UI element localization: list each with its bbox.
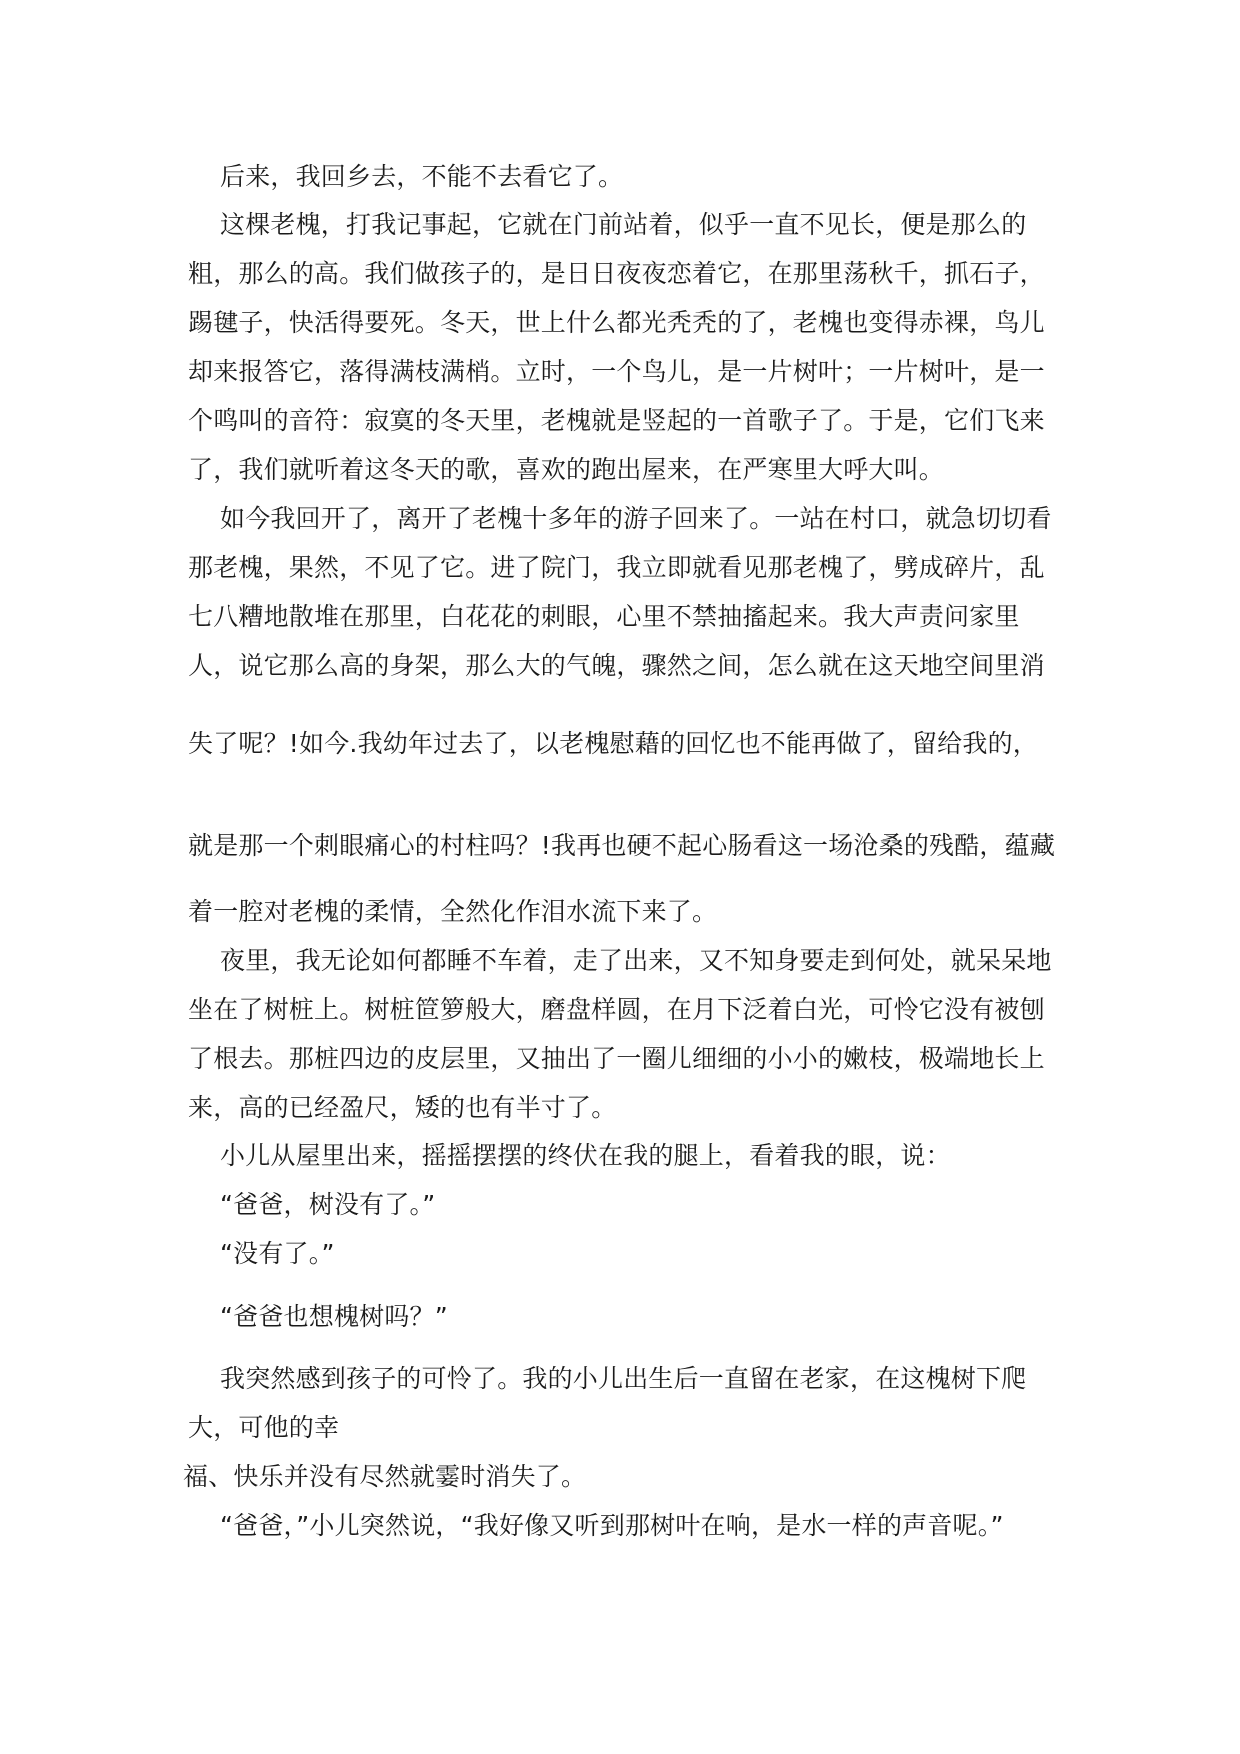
text-line: 这棵老槐，打我记事起，它就在门前站着，似乎一直不见长，便是那么的 [220, 210, 1027, 239]
text-line: 后来，我回乡去，不能不去看它了。 [220, 162, 624, 191]
text-line: 人，说它那么高的身架，那么大的气魄，骤然之间，怎么就在这天地空间里消 [188, 651, 1045, 680]
text-line: 却来报答它，落得满枝满梢。立时，一个鸟儿，是一片树叶；一片树叶，是一 [188, 357, 1045, 386]
text-line: 福、快乐并没有尽然就霎时消失了。 [183, 1462, 587, 1491]
text-line: 坐在了树桩上。树桩笸箩般大，磨盘样圆，在月下泛着白光，可怜它没有被刨 [188, 995, 1045, 1024]
text-line: 大，可他的幸 [188, 1413, 340, 1442]
text-line: 小儿从屋里出来，摇摇摆摆的终伏在我的腿上，看着我的眼，说： [220, 1141, 951, 1170]
text-line: “爸爸，树没有了。” [220, 1190, 436, 1219]
text-line: “爸爸，”小儿突然说，“我好像又听到那树叶在响，是水一样的声音呢。” [220, 1511, 1004, 1540]
text-line: 就是那一个刺眼痛心的村柱吗？!我再也硬不起心肠看这一场沧桑的残酷，蕴藏 [188, 831, 1056, 860]
text-line: 来，高的已经盈尺，矮的也有半寸了。 [188, 1093, 617, 1122]
text-line: 粗，那么的高。我们做孩子的，是日日夜夜恋着它，在那里荡秋千，抓石子， [188, 259, 1045, 288]
text-line: 个鸣叫的音符：寂寞的冬天里，老槐就是竖起的一首歌子了。于是，它们飞来 [188, 406, 1045, 435]
text-line: 夜里，我无论如何都睡不车着，走了出来，又不知身要走到何处，就呆呆地 [220, 946, 1052, 975]
text-line: 七八糟地散堆在那里，白花花的刺眼，心里不禁抽搐起来。我大声责问家里 [188, 602, 1020, 631]
text-line: 了根去。那桩四边的皮层里，又抽出了一圈儿细细的小小的嫩枝，极端地长上 [188, 1044, 1045, 1073]
text-line: 如今我回开了，离开了老槐十多年的游子回来了。一站在村口，就急切切看 [220, 504, 1052, 533]
text-line: 踢毽子，快活得要死。冬天，世上什么都光秃秃的了，老槐也变得赤裸，鸟儿 [188, 308, 1045, 337]
text-line: 着一腔对老槐的柔情，全然化作泪水流下来了。 [188, 897, 718, 926]
text-line: “没有了。” [220, 1239, 335, 1268]
text-line: “爸爸也想槐树吗？” [220, 1302, 448, 1331]
text-line: 那老槐，果然，不见了它。进了院门，我立即就看见那老槐了，劈成碎片，乱 [188, 553, 1045, 582]
text-line: 失了呢？!如今.我幼年过去了，以老槐慰藉的回忆也不能再做了，留给我的， [188, 729, 1038, 758]
text-line: 我突然感到孩子的可怜了。我的小儿出生后一直留在老家，在这槐树下爬 [220, 1364, 1027, 1393]
text-line: 了，我们就听着这冬天的歌，喜欢的跑出屋来，在严寒里大呼大叫。 [188, 455, 945, 484]
